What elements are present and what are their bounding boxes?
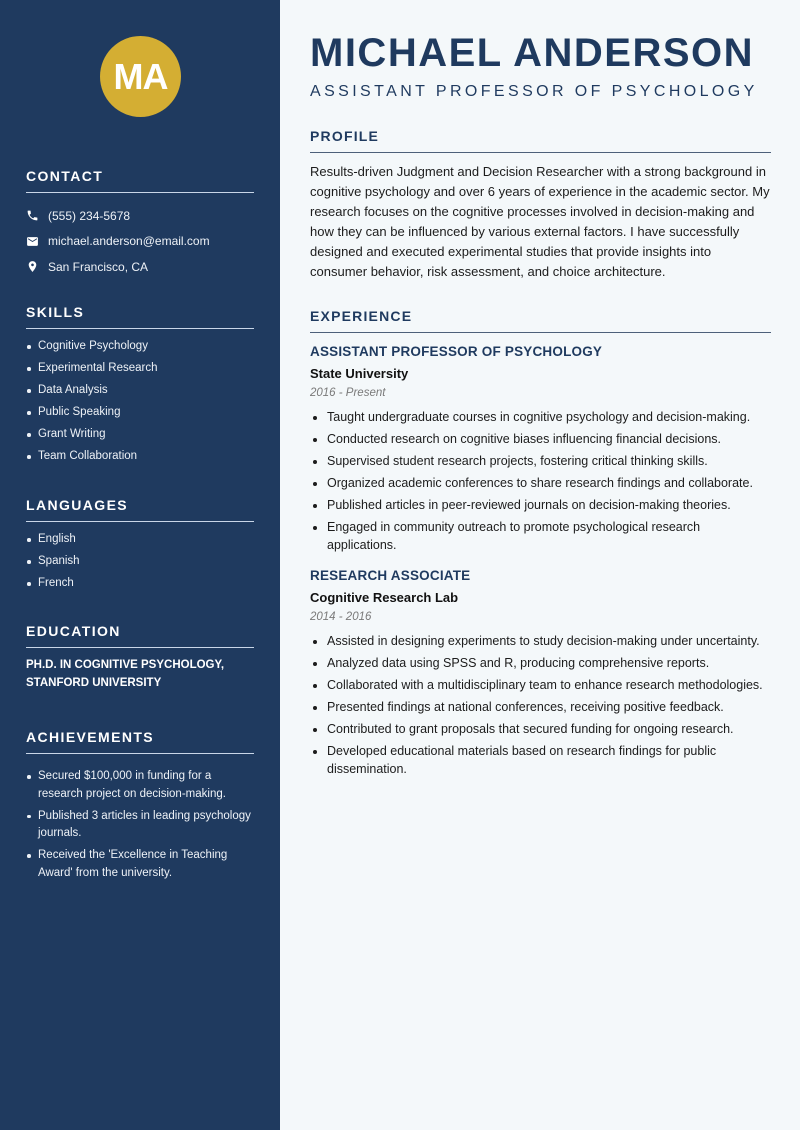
achievement-item: Received the 'Excellence in Teaching Award' from the university. xyxy=(26,847,254,882)
job-bullets xyxy=(310,408,771,554)
location-pin-icon xyxy=(26,260,39,273)
avatar-initials: MA xyxy=(113,55,168,97)
contact-location xyxy=(26,254,254,280)
profile-section xyxy=(310,128,771,282)
email-icon xyxy=(26,235,39,248)
language-item: Spanish xyxy=(26,553,254,571)
job-bullet: Published articles in peer-reviewed journals on decision-making theories. xyxy=(310,496,771,514)
experience-heading: EXPERIENCE xyxy=(310,308,771,333)
job-organization: State University xyxy=(310,366,409,381)
skills-list xyxy=(26,338,254,466)
job-role: ASSISTANT PROFESSOR OF PSYCHOLOGY xyxy=(310,344,603,359)
candidate-name: MICHAEL ANDERSON xyxy=(310,31,755,75)
sidebar xyxy=(0,0,280,1130)
achievements-heading: ACHIEVEMENTS xyxy=(26,729,254,754)
job-dates: 2014 - 2016 xyxy=(310,611,372,623)
email-address[interactable]: michael.anderson@email.com xyxy=(48,234,210,249)
achievements-section xyxy=(26,729,254,887)
skill-item: Grant Writing xyxy=(26,426,254,444)
skills-section xyxy=(26,304,254,470)
avatar xyxy=(100,36,181,117)
candidate-title: ASSISTANT PROFESSOR OF PSYCHOLOGY xyxy=(310,83,758,100)
job-bullet: Assisted in designing experiments to study decision-making under uncertainty. xyxy=(310,632,771,650)
phone-number: (555) 234-5678 xyxy=(48,208,131,223)
languages-section xyxy=(26,497,254,597)
education-line-1: PH.D. IN COGNITIVE PSYCHOLOGY, xyxy=(26,659,225,671)
job-entry xyxy=(310,568,771,778)
phone-icon xyxy=(26,209,39,222)
language-item: English xyxy=(26,531,254,549)
achievement-item: Published 3 articles in leading psychology journals. xyxy=(26,808,254,843)
job-bullet: Supervised student research projects, fostering critical thinking skills. xyxy=(310,452,771,470)
contact-heading: CONTACT xyxy=(26,168,254,193)
achievements-list xyxy=(26,768,254,882)
job-dates: 2016 - Present xyxy=(310,387,386,399)
skill-item: Public Speaking xyxy=(26,404,254,422)
profile-summary: Results-driven Judgment and Decision Researcher with a strong background in cognitive psychology and over 6 years of experience in the academic sector. My research focuses on the cognitive processes involved in decision-making and how they can be influenced by various external factors. I have successfully designed and executed experimental studies that provide insights into consumer behavior, risk assessment, and choice architecture. xyxy=(310,164,770,279)
skill-item: Experimental Research xyxy=(26,360,254,378)
education-line-2: STANFORD UNIVERSITY xyxy=(26,676,162,689)
job-bullet: Analyzed data using SPSS and R, producing comprehensive reports. xyxy=(310,654,771,672)
language-item: French xyxy=(26,575,254,593)
education-degree xyxy=(26,657,254,692)
job-bullet: Conducted research on cognitive biases influencing financial decisions. xyxy=(310,430,771,448)
job-role: RESEARCH ASSOCIATE xyxy=(310,568,471,583)
job-bullet: Contributed to grant proposals that secured funding for ongoing research. xyxy=(310,720,771,738)
skills-heading: SKILLS xyxy=(26,304,254,329)
job-bullets xyxy=(310,632,771,778)
skill-item: Cognitive Psychology xyxy=(26,338,254,356)
job-entry xyxy=(310,344,771,554)
contact-list xyxy=(26,203,254,280)
contact-section xyxy=(26,168,254,280)
job-bullet: Engaged in community outreach to promote psychological research applications. xyxy=(310,518,771,554)
skill-item: Team Collaboration xyxy=(26,448,254,466)
education-section xyxy=(26,623,254,692)
job-bullet: Organized academic conferences to share research findings and collaborate. xyxy=(310,474,771,492)
education-heading: EDUCATION xyxy=(26,623,254,648)
job-organization: Cognitive Research Lab xyxy=(310,590,459,605)
job-bullet: Developed educational materials based on research findings for public dissemination. xyxy=(310,742,771,778)
skill-item: Data Analysis xyxy=(26,382,254,400)
languages-heading: LANGUAGES xyxy=(26,497,254,522)
experience-section xyxy=(310,308,771,782)
job-bullet: Presented findings at national conferences, receiving positive feedback. xyxy=(310,698,771,716)
profile-heading: PROFILE xyxy=(310,128,771,153)
contact-email xyxy=(26,229,254,255)
location-text: San Francisco, CA xyxy=(48,259,149,274)
contact-phone xyxy=(26,203,254,229)
job-bullet: Collaborated with a multidisciplinary team to enhance research methodologies. xyxy=(310,676,771,694)
job-bullet: Taught undergraduate courses in cognitive psychology and decision-making. xyxy=(310,408,771,426)
achievement-item: Secured $100,000 in funding for a research project on decision-making. xyxy=(26,768,254,803)
languages-list xyxy=(26,531,254,593)
